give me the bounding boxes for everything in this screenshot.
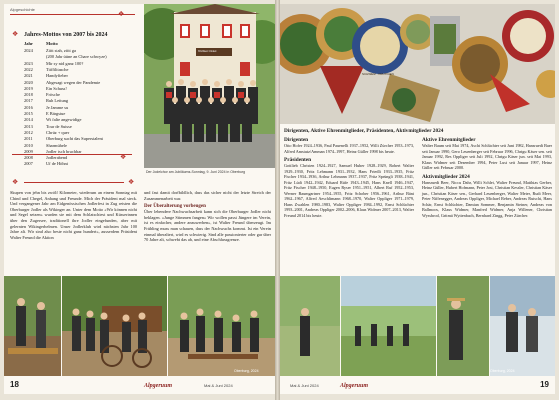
table-cell-motto: Ruh Leitung (46, 98, 69, 104)
table-cell-motto: Mir sy nid ganz 100? (46, 60, 84, 66)
table-cell-year: 2017 (24, 98, 33, 104)
section-heading-praesidenten: Präsidenten (284, 157, 312, 163)
table-cell-year: 2018 (24, 92, 33, 98)
section-subheading: Der Überalterung vorbeugen (144, 204, 206, 210)
table-cell-year: 2019 (24, 85, 33, 91)
table-cell-year: 2022 (24, 66, 33, 72)
table-rule (12, 154, 132, 155)
badges-photo-image (280, 4, 555, 124)
right-page (280, 4, 555, 394)
table-cell-year: 2008 (24, 155, 33, 161)
table-cell-year: 2023 (24, 60, 33, 66)
table-cell-motto: Uf de Höhni (46, 161, 68, 167)
table-cell-motto: Tour de Suisse (46, 123, 72, 129)
table-cell-year: 2015 (24, 111, 33, 116)
strip-photo-2 (62, 276, 167, 376)
table-header-year: Jahr (24, 41, 33, 46)
ornament-icon: ❖ (12, 30, 19, 38)
table-cell-motto: Chrüz + quer (46, 129, 70, 135)
article-text-col2b: Über lebendere Nachwuchsarbeit kann sich die Oberburger Jodler nicht beklagen. «Junge Stimmen fangen» Wir wollen passt Jüngere im Verein, ist es einfacher, andere anzuwerben», ist Walter Freund überzeugt. Im Frühling muss man schauen, dass der Nachwuchs kommt. Ist ein Verein einmal überaltert, wird es schwierig. Sind alle passionierter oder gar über 70 Jahre alt, schwebt das ab, und eine Abschlussgrenze. (144, 209, 271, 243)
section-text-aktivmitglieder: Hansruedi Beer, Niccu Dahr, Willi Schlei, Walter Freund, Matthias Gerber, Heinz Güller, Hubert Hofmann, Peter Jost, Christian Kessler, Christian Käser jun., Christian Käser sen., Gerhard Leuenberger, Walter Meier, Rudi Meer, Peter Niffenegger, Andreas Oppliger, Michael Reber, Andreas Rutschi, Hans Schär, Ernst Schlüchter, Damian Sommer, Benjamin Steiner, Andreas von Ballmoos, Klaus Widmer, Manfred Widmer, Anja Willener, Christian Wyssbrod, Gritmä Wyttenbach, Bernhard Zingg, Peter Zürcher. (422, 179, 552, 218)
badges-photo (280, 4, 555, 124)
section-heading-dirigenten: Dirigenten (284, 137, 309, 143)
table-title: Jahres-Mottos von 2007 bis 2024 (24, 32, 108, 38)
table-cell-motto: Ziitt stah, ziitt ga (46, 48, 76, 53)
article-text-col2: und fast damit dorfbildlich, dass das sicher nicht der letzte Streich der Zusammenarbeit war. (144, 190, 271, 201)
section-heading-aktivmitglieder: Aktivmitglieder 2024 (422, 173, 470, 180)
section-text-praesidenten: Gottlieb Christen 1924–1927, Samuel Huber 1928–1929, Robert Walter 1929–1930, Fritz Lehmann 1931–1932, Hans Friedli 1933–1935, Fritz Fischer 1934–1936, Arthur Lehmann 1937–1937, Fritz Sprüngli 1938–1941, Fritz Lüdi 1942–1942, Eduard Rüfe 1943–1945, Hans Knell 1946–1947, Fritz Fischer 1948–1950, Eugen Ryser 1951–1951, Albert Ruf 1952–1953, Werner Baumgartner 1954–1955, Fritz Schober 1956–1961, Arthur Bäni 1962–1967, Alfred Aeschlimann 1968–1970, Walter Oppliger 1971–1979, Hans Zwahlen 1980–1983, Walter Oppliger 1984–1992, Ernst Schlüchter 1993–2001, Andreas Oppliger 2002–2006, Klaus Widmer 2007–2013, Walter Freund 2014 bis heute. (284, 163, 414, 218)
table-cell-year: 2009 (24, 148, 33, 154)
strip-photo-5-image (341, 276, 436, 376)
group-photo-image (144, 4, 275, 168)
strip-photo-6 (437, 276, 489, 376)
table-cell-motto: Handyfieber (46, 73, 68, 79)
footer-date: Mai & Juni 2024 (204, 383, 233, 388)
table-cell-motto: Jodler isch bruchbar (46, 148, 82, 154)
ornament-icon: ❖ (118, 10, 125, 18)
header-rule (10, 14, 135, 15)
section-text-ehrenmitglieder: Walter Baum seit Mai 1974, Aschi Schlüchter seit Juni 1982, Hansruedi Baer seit Januar 1990, Gero Leuenberger seit Februar 1996, Chrigu Käser sen. seit Januar 1992, Res Oppliger seit Juli 1992, Chrigu Käser jun. seit Mai 1993, Klaus Widmer seit Dezember 1994, Peter Lust seit Januar 1997, Heinz Güller seit Februar 2000. (422, 143, 552, 170)
table-cell-motto: Abgesagt wegen der Pandemie (46, 79, 101, 85)
strip-photo-7 (490, 276, 555, 376)
ornament-icon: ❖ (128, 178, 135, 186)
group-photo-caption: Der Jodelchor am Jubiläums-Sonntag, 9. Juni 2024 in Oberburg (146, 170, 246, 174)
motto-table (24, 41, 134, 191)
section-heading-ehrenmitglieder: Aktive Ehrenmitglieder (422, 137, 476, 143)
group-photo (144, 4, 275, 168)
table-cell-motto: Wi falte angewidige (46, 117, 82, 123)
table-cell-motto: Tiiffilitasche (46, 66, 69, 72)
strip-photo-6-image (437, 276, 489, 376)
table-cell-motto: Ein Schuss! (46, 85, 67, 91)
page-number: 18 (10, 380, 19, 389)
table-cell-year: 2011 (24, 136, 33, 142)
strip-photo-4-image (280, 276, 340, 376)
strip-photo-4 (280, 276, 340, 376)
ornament-icon: ❖ (120, 153, 127, 161)
right-caption: Dirigenten, Aktive Ehrenmitglieder, Präsidenten, Aktivmitglieder 2024 (284, 128, 444, 134)
table-cell-year: 2010 (24, 142, 33, 148)
table-cell-year: 2014 (24, 117, 33, 123)
footer-logo: Alpgeruum (144, 383, 173, 389)
table-cell-motto: Oberburg sucht das Superstalent (46, 136, 103, 142)
building-sign: Walliser Chalet (198, 49, 217, 53)
strip-photo-3 (168, 276, 275, 376)
section-rule (24, 182, 124, 183)
table-cell-motto: Jodlerabend (46, 155, 68, 161)
table-cell-motto: Sharmühele (46, 142, 67, 148)
page-header: Alpgeschichte (10, 7, 35, 12)
table-cell-motto: (200 Jahr üüne an Chare schwyze) (46, 54, 107, 60)
ornament-icon: ❖ (12, 178, 19, 186)
footer-date: Mai & Juni 2024 (290, 383, 319, 388)
left-page (4, 4, 275, 394)
strip-photo-1 (4, 276, 61, 376)
strip-photo-5 (341, 276, 436, 376)
table-cell-motto: E Bärgstue (46, 111, 66, 116)
article-col2 (144, 190, 271, 243)
strip-caption: Oberburg, 2024 (234, 369, 259, 373)
table-cell-year: 2024 (24, 48, 33, 53)
table-cell-year: 2007 (24, 161, 33, 167)
table-cell-year: 2012 (24, 129, 33, 135)
section-text-dirigenten: Otto Hofer 1924–1936, Paul Pauenelli 1937–1952, Willi Zürcher 1953–1973, Alfred Amstutz/Amman 1974–1997, Heinz Güller 1998 bis heute. (284, 143, 414, 154)
table-cell-year: 2013 (24, 123, 33, 129)
table-cell-year: 2020 (24, 79, 33, 85)
table-cell-motto: Je Jamme su (46, 104, 69, 110)
table-cell-year: 2021 (24, 73, 33, 79)
table-header-motto: Motto (46, 41, 58, 46)
right-col2 (422, 137, 552, 218)
table-cell-motto: Frösche (46, 92, 60, 98)
right-col1 (284, 137, 414, 218)
strip-photo-2-image (62, 276, 167, 376)
strip-caption: Oberburg, 2024 (490, 369, 515, 373)
table-cell-year: 2016 (24, 104, 33, 110)
article-text-col1: Skupen von jehn bis zwölf Kilometer, wiederum an einem Sonntag mit Chind und Chegel, Anhang und Freunde. Mich der Präsident mal steck. Und vergangener Jahr am Eidgenössischen Jodlerfest in Zug reisten die Oberburger Jodler als Wikinger an. Unter dem Motto «Wir können nicht und Segel setzen» wurden sie mit dem Schlatschiest und Küsserinnen über den Zugersee, traditionell ihre Jodler eingefunden, aber mit gelernten Wikingerhelmen. Unser Jodlerklub wird nächsten Jahr 100 Jahre alt. Wir sind also beste nicht ganz hundert», ausserdem Präsident Walter Freund die Aktion (10, 190, 137, 240)
page-number: 19 (540, 380, 549, 389)
badge-lettering: SCHWEIZ · FRUTIGEN (362, 72, 394, 76)
strip-photo-7-image (490, 276, 555, 376)
strip-photo-3-image (168, 276, 275, 376)
footer-logo: Alpgeruum (340, 383, 369, 389)
strip-photo-1-image (4, 276, 61, 376)
